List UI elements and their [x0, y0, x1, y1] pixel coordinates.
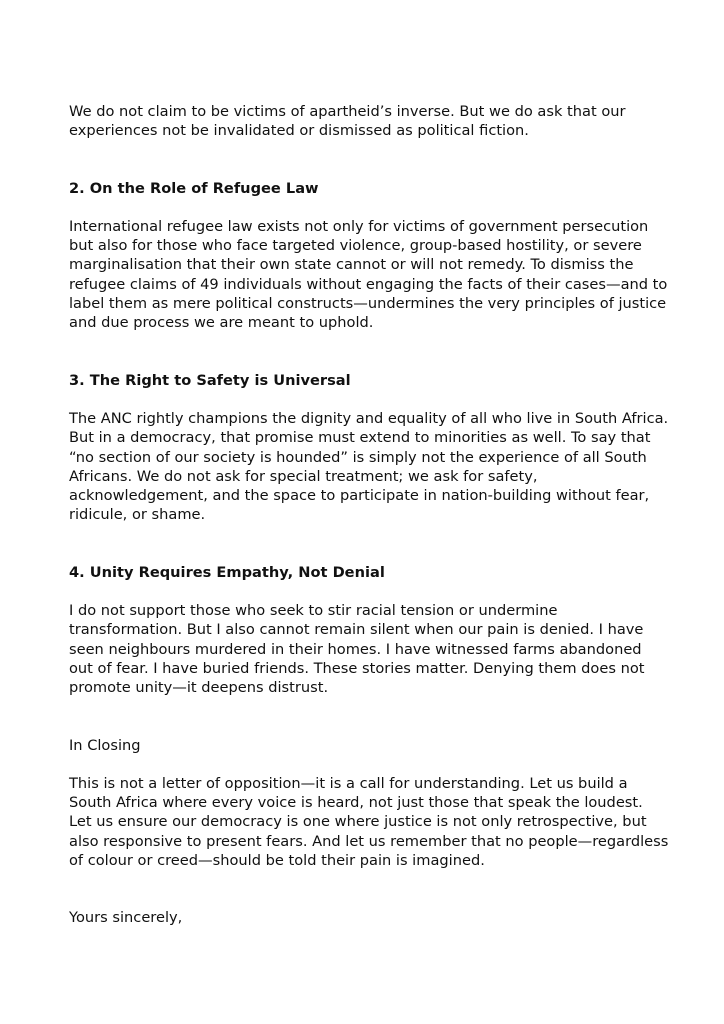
intro-paragraph: We do not claim to be victims of apartheid’s inverse. But we do ask that our experiences not be invalidated or dismissed as political fiction.: [69, 103, 626, 140]
closing-heading: In Closing: [69, 736, 141, 754]
section-heading-right-to-safety: 3. The Right to Safety is Universal: [69, 371, 351, 389]
section-body-right-to-safety: The ANC rightly champions the dignity and equality of all who live in South Africa. But in a democracy, that promise must extend to minorities as well. To say that “no section of our society is hounded” is simply not the experience of all South Africans. We do not ask for special treatment; we ask for safety, acknowledgement, and the space to participate in nation-building without fear, ridicule, or shame.: [69, 409, 669, 524]
sign-off: Yours sincerely,: [69, 909, 183, 927]
closing-body: This is not a letter of opposition—it is a call for understanding. Let us build a South Africa where every voice is heard, not just those that speak the loudest. Let us ensure our democracy is one where justice is not only retrospective, but also responsive to present fears. And let us remember that no people—regardless of colour or creed—should be told their pain is imagined.: [69, 774, 669, 870]
spacer: [69, 141, 669, 179]
section-body-unity: I do not support those who seek to stir racial tension or undermine transformation. But I also cannot remain silent when our pain is denied. I have seen neighbours murdered in their homes. I have witnessed farms abandoned out of fear. I have buried friends. These stories matter. Denying them does not promote unity—it deepens distrust.: [69, 602, 645, 697]
section-heading-refugee-law: 2. On the Role of Refugee Law: [69, 179, 319, 197]
letter-page: [69, 102, 669, 928]
spacer: [69, 390, 669, 409]
section-heading-unity: 4. Unity Requires Empathy, Not Denial: [69, 563, 385, 581]
spacer: [69, 198, 669, 217]
spacer: [69, 870, 669, 908]
spacer: [69, 582, 669, 601]
section-body-refugee-law: International refugee law exists not only for victims of government persecution but also for those who face targeted violence, group-based hostility, or severe marginalisation that their own state cannot or will not remedy. To dismiss the refugee claims of 49 individuals without engaging the facts of their cases—and to label them as mere political constructs—undermines the very principles of justice and due process we are meant to uphold.: [69, 217, 668, 332]
spacer: [69, 755, 669, 774]
spacer: [69, 333, 669, 371]
spacer: [69, 525, 669, 563]
spacer: [69, 698, 669, 736]
